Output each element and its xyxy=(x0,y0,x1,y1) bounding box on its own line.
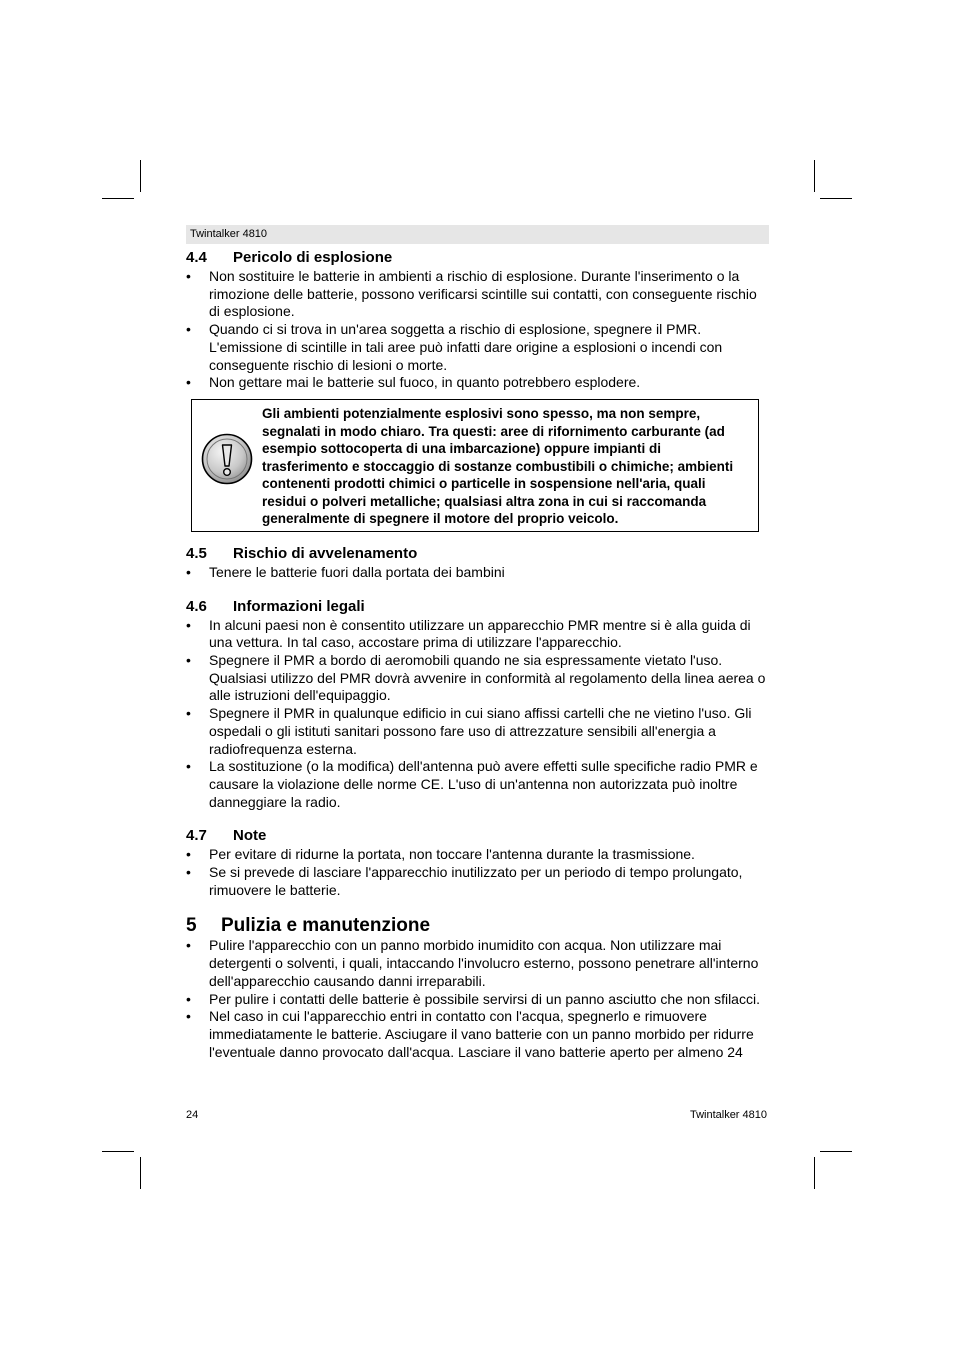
list-item: • Non gettare mai le batterie sul fuoco, in quanto potrebbero esplodere. xyxy=(186,374,770,392)
section-heading xyxy=(186,597,770,617)
crop-mark xyxy=(102,198,134,199)
list-item: • Nel caso in cui l'apparecchio entri in contatto con l'acqua, spegnerlo e rimuovere immediatamente le batterie. Asciugare il vano batterie con un panno morbido per ridurre l'eventuale danno provocato dall'acqua. Lasciare il vano batterie aperto per almeno 24 xyxy=(186,1008,770,1061)
warning-text: Gli ambienti potenzialmente esplosivi sono spesso, ma non sempre, segnalati in modo chiaro. Tra questi: aree di rifornimento carburante (ad esempio sottocoperta di una imbarcazione) oppure impianti di trasferimento e stoccaggio di sostanze combustibili o chimiche; ambienti contenenti prodotti chimici o particelle in sospensione nell'aria, quali residui o polveri metalliche; qualsiasi altra zona in cui si raccomanda generalmente di spegnere il motore del proprio veicolo. xyxy=(262,405,734,527)
page-content xyxy=(186,248,770,1061)
crop-mark xyxy=(814,160,815,192)
list-item: • La sostituzione (o la modifica) dell'antenna può avere effetti sulle specifiche radio PMR e causare la violazione delle norme CE. L'uso di un'antenna non autorizzata può inoltre danneggiare la radio. xyxy=(186,758,770,811)
bullet-list xyxy=(186,617,770,812)
section-poisoning-risk xyxy=(186,544,770,582)
chapter-cleaning-maintenance xyxy=(186,915,770,1061)
page-header xyxy=(186,225,769,244)
crop-mark xyxy=(820,198,852,199)
section-heading xyxy=(186,248,770,268)
warning-box xyxy=(191,399,759,532)
section-title: Informazioni legali xyxy=(233,597,365,615)
list-item: • Per evitare di ridurne la portata, non toccare l'antenna durante la trasmissione. xyxy=(186,846,770,864)
section-explosion-hazard xyxy=(186,248,770,532)
bullet-list xyxy=(186,564,770,582)
section-title: Pericolo di esplosione xyxy=(233,249,393,266)
header-title: Twintalker 4810 xyxy=(190,228,268,240)
page-number: 24 xyxy=(186,1109,199,1121)
chapter-heading xyxy=(186,915,770,937)
list-item: • Spegnere il PMR a bordo di aeromobili quando ne sia espressamente vietato l'uso. Qualsiasi utilizzo del PMR dovrà avvenire in conformità al regolamento della linea aerea o alle istruzioni dell'equipaggio. xyxy=(186,652,770,705)
list-item: • In alcuni paesi non è consentito utilizzare un apparecchio PMR mentre si è alla guida di una vettura. In tal caso, accostare prima di utilizzare l'apparecchio. xyxy=(186,617,770,652)
section-number: 4.6 xyxy=(186,597,207,615)
section-title: Note xyxy=(233,827,267,845)
chapter-number: 5 xyxy=(186,915,197,937)
exclamation-warning-icon xyxy=(201,433,253,485)
crop-mark xyxy=(820,1151,852,1152)
crop-mark xyxy=(140,160,141,192)
list-item: • Spegnere il PMR in qualunque edificio in cui siano affissi cartelli che ne vietino l'uso. Gli ospedali o gli istituti sanitari possono fare uso di attrezzature sensibili all'energia a radiofrequenza esterna. xyxy=(186,705,770,758)
list-item: • Non sostituire le batterie in ambienti a rischio di esplosione. Durante l'inserimento o la rimozione delle batterie, possono verificarsi scintille sui contatti, con conseguente rischio di esplosione. xyxy=(186,268,770,321)
bullet-list xyxy=(186,846,770,899)
section-number: 4.5 xyxy=(186,544,207,562)
bullet-list xyxy=(186,268,770,392)
section-number: 4.7 xyxy=(186,827,207,845)
footer-title: Twintalker 4810 xyxy=(689,1109,767,1121)
section-heading xyxy=(186,826,770,846)
section-notes xyxy=(186,826,770,899)
bullet-list xyxy=(186,937,770,1061)
list-item: • Pulire l'apparecchio con un panno morbido inumidito con acqua. Non utilizzare mai detergenti o solventi, i quali, intaccando l'involucro esterno, possono penetrare all'interno dell'apparecchio causando danni irreparabili. xyxy=(186,937,770,990)
crop-mark xyxy=(814,1157,815,1189)
list-item: • Tenere le batterie fuori dalla portata dei bambini xyxy=(186,564,770,582)
crop-mark xyxy=(102,1151,134,1152)
crop-mark xyxy=(140,1157,141,1189)
section-legal-info xyxy=(186,597,770,812)
list-item: • Per pulire i contatti delle batterie è possibile servirsi di un panno asciutto che non sfilacci. xyxy=(186,991,770,1009)
list-item: • Quando ci si trova in un'area soggetta a rischio di esplosione, spegnere il PMR. L'emissione di scintille in tali aree può infatti dare origine a esplosioni o incendi con conseguente rischio di lesioni o morte. xyxy=(186,321,770,374)
chapter-title: Pulizia e manutenzione xyxy=(221,915,431,937)
section-number: 4.4 xyxy=(186,249,207,266)
list-item: • Se si prevede di lasciare l'apparecchio inutilizzato per un periodo di tempo prolungato, rimuovere le batterie. xyxy=(186,864,770,899)
section-heading xyxy=(186,544,770,564)
section-title: Rischio di avvelenamento xyxy=(233,544,418,562)
